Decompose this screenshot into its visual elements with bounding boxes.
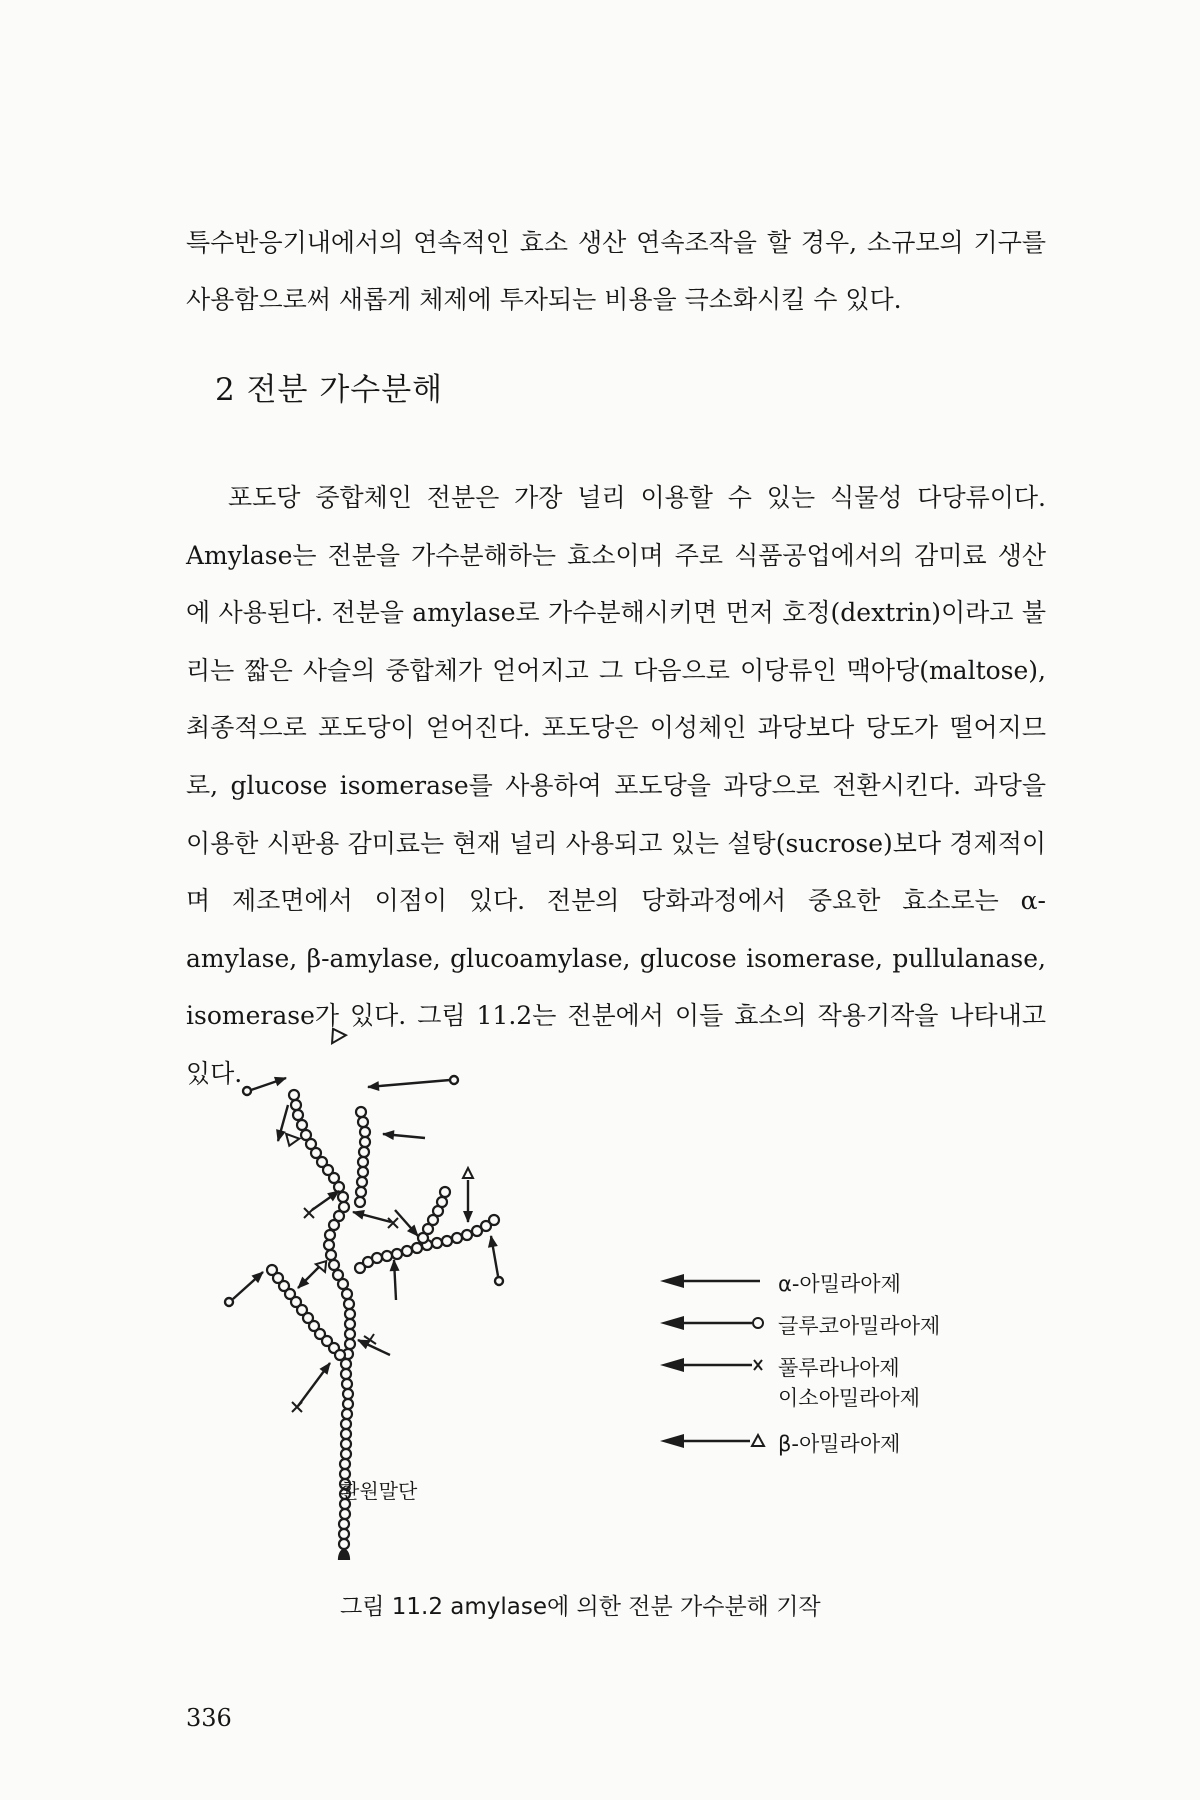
reducing-end-label: 환원말단 [340, 1479, 418, 1503]
body-paragraph [186, 469, 1046, 1103]
circle-tail-arrow-icon [660, 1302, 770, 1344]
page-number: 336 [186, 1704, 232, 1732]
intro-paragraph: 특수반응기내에서의 연속적인 효소 생산 연속조작을 할 경우, 소규모의 기구를 사용함으로써 새롭게 체제에 투자되는 비용을 극소화시킬 수 있다. [186, 228, 1046, 314]
legend-item-beta-amylase [660, 1420, 990, 1462]
section-heading: 2 전분 가수분해 [215, 372, 444, 408]
triangle-tail-arrow-icon [660, 1420, 770, 1462]
figure-legend [660, 1260, 990, 1462]
legend-item-glucoamylase [660, 1302, 990, 1344]
legend-label-alpha-amylase: α-아밀라아제 [778, 1272, 901, 1296]
legend-label-pullulanase: 풀루라나아제 [778, 1356, 900, 1380]
legend-label-isoamylase: 이소아밀라아제 [778, 1386, 921, 1410]
legend-item-pullulanase-isoamylase [660, 1344, 990, 1420]
legend-label-beta-amylase: β-아밀라아제 [778, 1432, 901, 1456]
cross-tail-arrow-icon [660, 1344, 770, 1386]
legend-item-alpha-amylase [660, 1260, 990, 1302]
figure-starch-hydrolysis [210, 1020, 1000, 1560]
figure-caption: 그림 11.2 amylase에 의한 전분 가수분해 기작 [340, 1594, 821, 1620]
body-paragraph-text: 포도당 중합체인 전분은 가장 널리 이용할 수 있는 식물성 다당류이다. Amylase는 전분을 가수분해하는 효소이며 주로 식품공업에서의 감미료 생산에 사용된다. 전분을 amylase로 가수분해시키면 먼저 호정(dextrin)이라고 불리는 짧은 사슬의 중합체가 얻어지고 그 다음으로 이당류인 맥아당(maltose), 최종적으로 포도당이 얻어진다. 포도당은 이성체인 과당보다 당도가 떨어지므로, glucose isomerase를 사용하여 포도당을 과당으로 전환시킨다. 과당을 이용한 시판용 감미료는 현재 널리 사용되고 있는 설탕(sucrose)보다 경제적이며 제조면에서 이점이 있다. 전분의 당화과정에서 중요한 효소로는 α-amylase, β-amylase, glucoamylase, glucose isomerase, pullulanase, isomerase가 있다. 그림 11.2는 전분에서 이들 효소의 작용기작을 나타내고 있다. [186, 483, 1046, 1088]
legend-label-glucoamylase: 글루코아밀라아제 [778, 1314, 941, 1338]
plain-arrow-icon [660, 1260, 770, 1302]
